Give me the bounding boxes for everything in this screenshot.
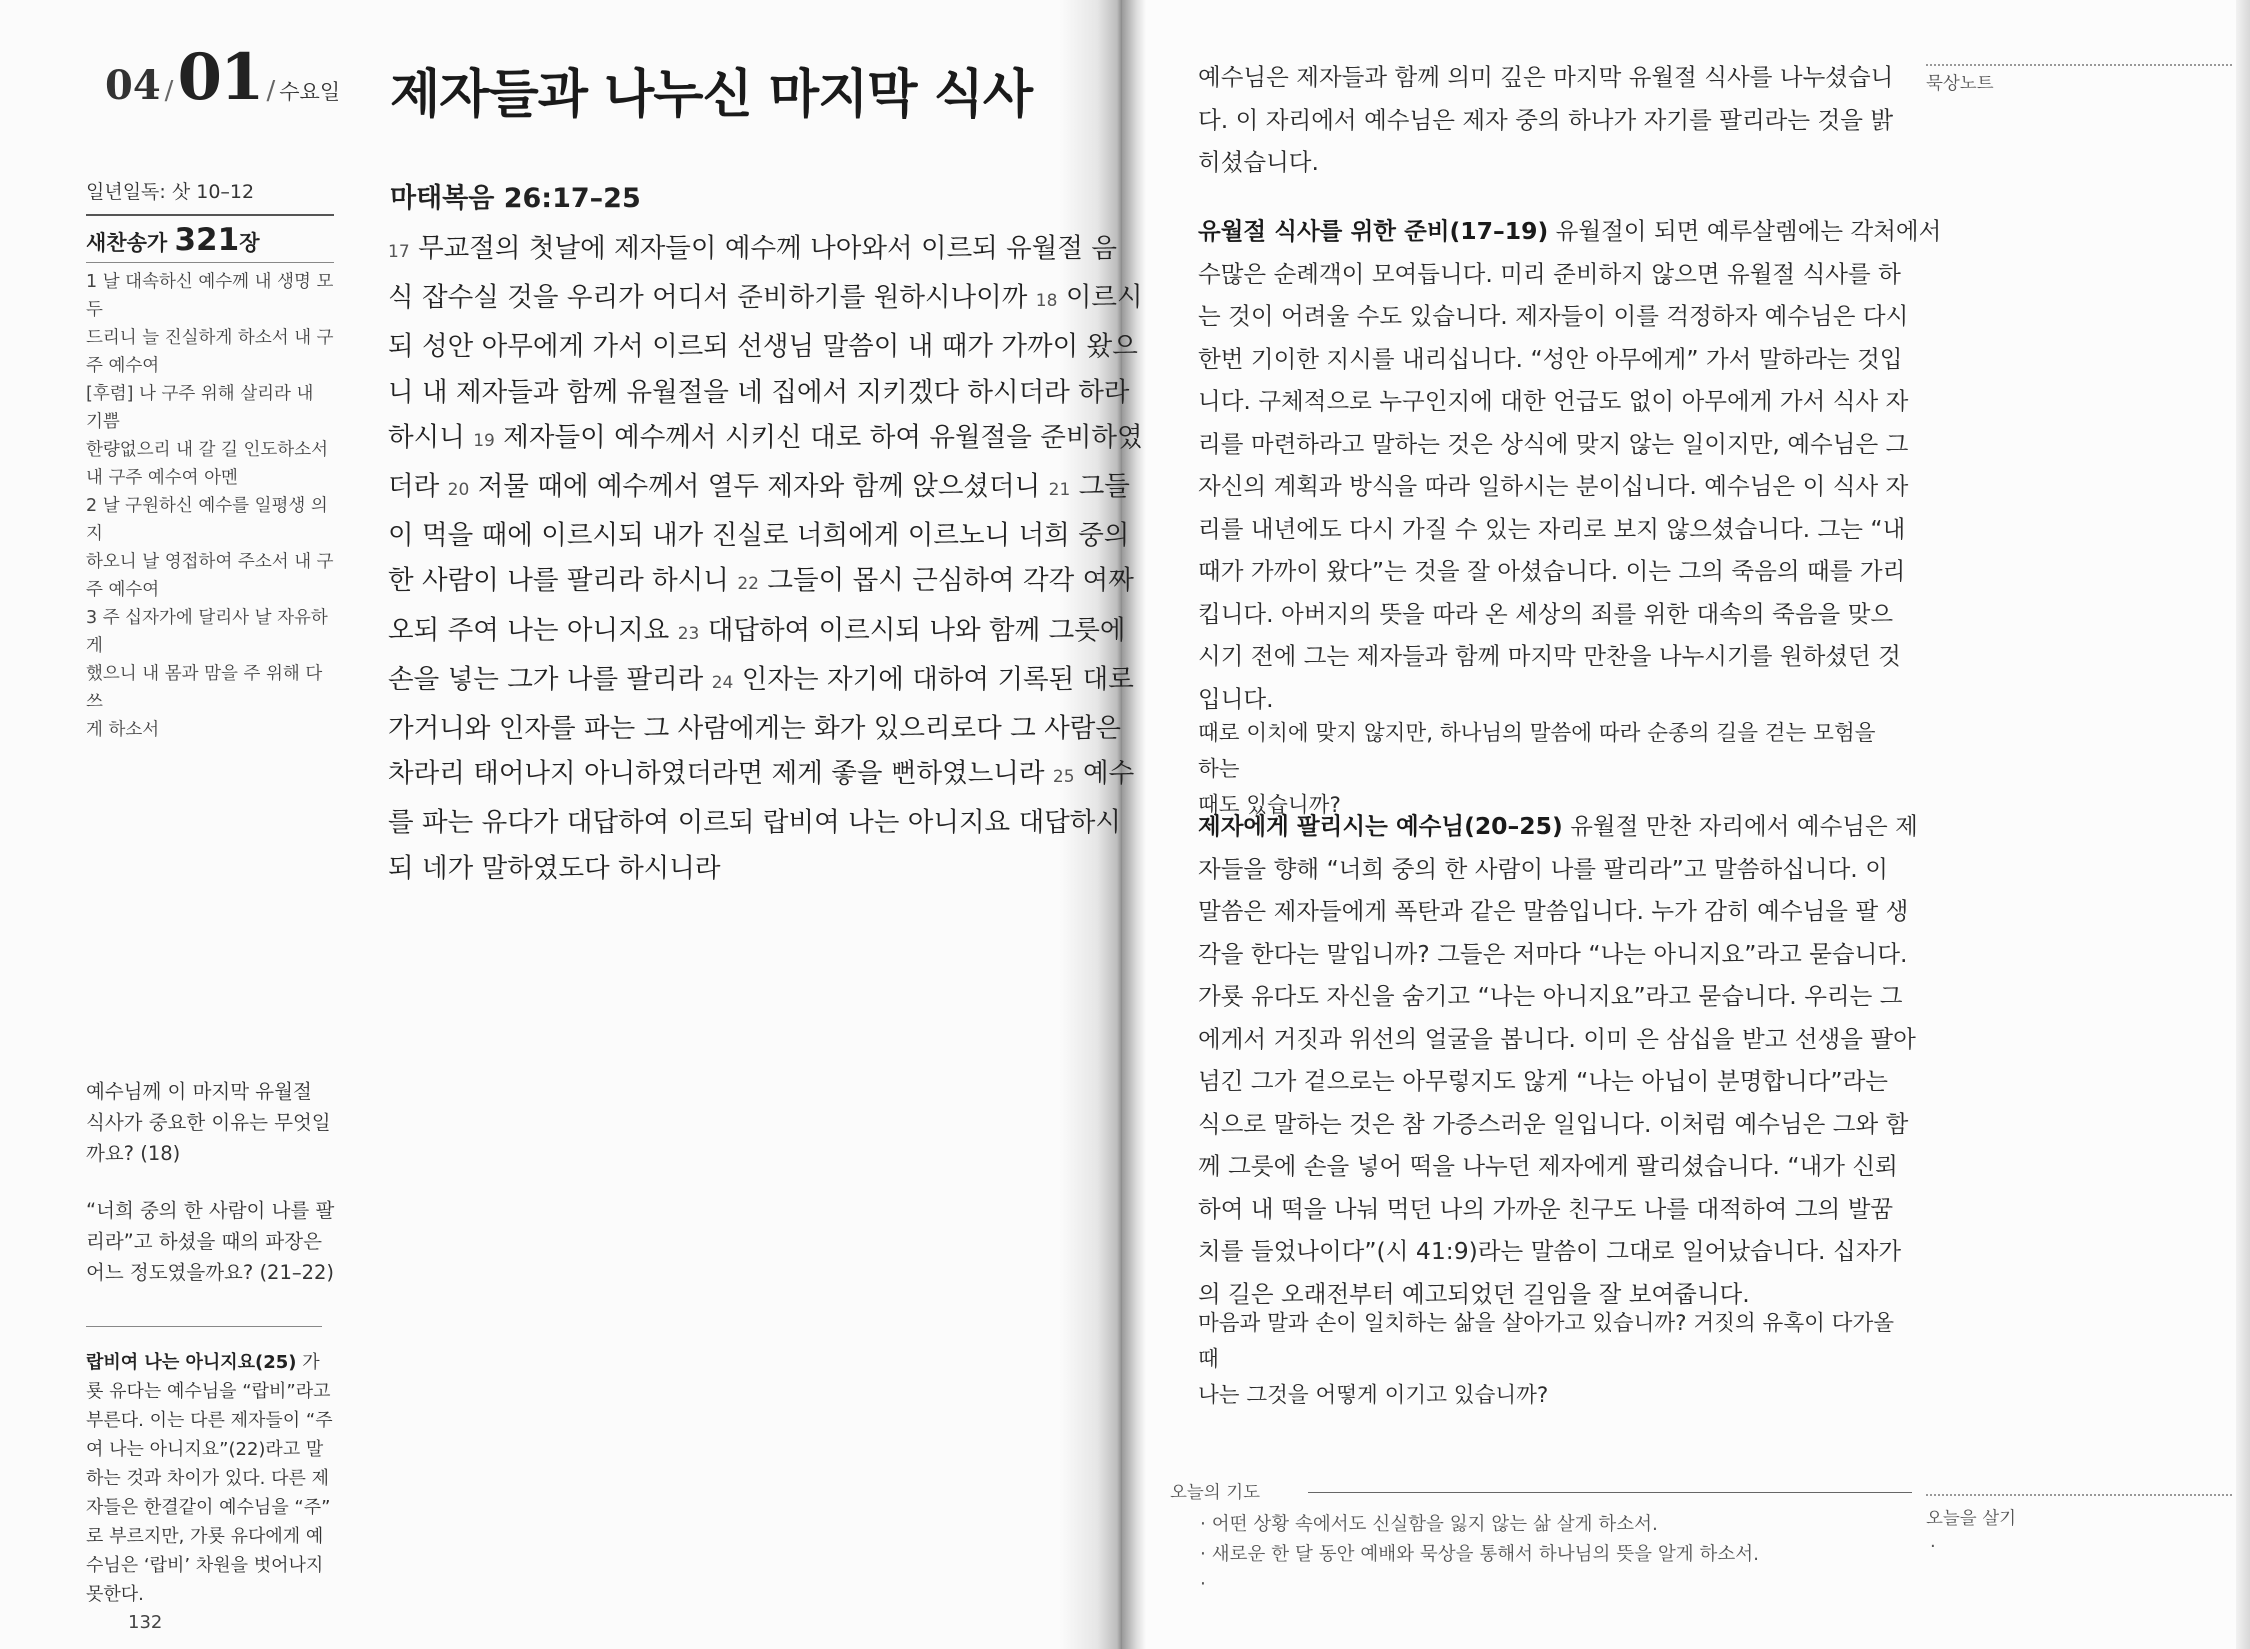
study-note-line: 로 부르지만, 가룟 유다에게 예 bbox=[86, 1526, 324, 1547]
notes-top-rule bbox=[1926, 64, 2232, 66]
text-line: 수많은 순례객이 모여듭니다. 미리 준비하지 않으면 유월절 식사를 하 bbox=[1198, 259, 1901, 288]
text-fragment: 유월절 만찬 자리에서 예수님은 제 bbox=[1562, 812, 1918, 840]
prayer-label: 오늘의 기도 bbox=[1170, 1483, 1261, 1503]
verse-number: 17 bbox=[388, 242, 410, 262]
text-line: 리를 마련하라고 말하는 것은 상식에 맞지 않는 일이지만, 예수님은 그 bbox=[1198, 429, 1909, 458]
divider bbox=[86, 262, 334, 263]
study-note-line: 가 bbox=[302, 1352, 320, 1373]
text-line: 는 것이 어려울 수도 있습니다. 제자들이 이를 걱정하자 예수님은 다시 bbox=[1198, 302, 1909, 330]
verse-text: 식 잡수실 것을 우리가 어디서 준비하기를 원하시나이까 bbox=[388, 282, 1036, 314]
meditation-notes-label: 묵상노트 bbox=[1926, 74, 1994, 94]
hymn-line: 내 구주 예수여 아멘 bbox=[86, 468, 238, 488]
verse-number: 18 bbox=[1035, 291, 1058, 312]
hymn-line: 드리니 늘 진실하게 하소서 내 구 bbox=[86, 328, 334, 348]
verse-text: 제자들이 예수께서 시키신 대로 하여 유월절을 준비하였 bbox=[494, 421, 1143, 453]
date-slash: / bbox=[266, 76, 276, 106]
reflection-question: “너희 중의 한 사람이 나를 팔리라”고 하셨을 때의 파장은 어느 정도였을까요? (21–22) bbox=[86, 1199, 335, 1284]
hymn-label bbox=[86, 222, 334, 258]
hymn-line: [후렴] 나 구주 위해 살리라 내 기쁨 bbox=[86, 384, 314, 432]
verse-text: 예수 bbox=[1074, 758, 1135, 790]
verse-number: 23 bbox=[677, 623, 700, 644]
section-heading: 제자에게 팔리시는 예수님(20–25) bbox=[1198, 812, 1563, 840]
prayer-item: · bbox=[1200, 1574, 1206, 1595]
date-month: 04 bbox=[105, 62, 161, 109]
section-heading: 유월절 식사를 위한 준비(17–19) bbox=[1198, 217, 1549, 245]
study-note-line: 하는 것과 차이가 있다. 다른 제 bbox=[86, 1468, 329, 1489]
text-line: 자들을 향해 “너희 중의 한 사람이 나를 팔리라”고 말씀하십니다. 이 bbox=[1198, 854, 1888, 883]
book-gutter-shadow-right bbox=[1122, 0, 1146, 1649]
scripture-line bbox=[388, 751, 1135, 800]
scripture-line bbox=[388, 846, 1078, 891]
text-line: 한번 기이한 지시를 내리십니다. “성안 아무에게” 가서 말하라는 것입 bbox=[1198, 344, 1903, 373]
hymn-lyrics bbox=[86, 268, 334, 744]
verse-number: 22 bbox=[737, 574, 759, 595]
question-line: 마음과 말과 손이 일치하는 삶을 살아가고 있습니까? 거짓의 유혹이 다가올 때 bbox=[1198, 1311, 1894, 1372]
text-line: 시기 전에 그는 제자들과 함께 마지막 만찬을 나누시기를 원하셨던 것 bbox=[1198, 642, 1901, 670]
verse-text: 하시니 bbox=[388, 421, 474, 453]
section-first-line bbox=[1198, 210, 1942, 253]
text-line: 치를 들었나이다”(시 41:9)라는 말씀이 그대로 일어났습니다. 십자가 bbox=[1198, 1237, 1902, 1265]
scripture-line bbox=[388, 464, 1130, 513]
hymn-line: 한량없으리 내 갈 길 인도하소서 bbox=[86, 440, 329, 460]
text-line: 리를 내년에도 다시 가질 수 있는 자리로 보지 않으셨습니다. 그는 “내 bbox=[1198, 514, 1906, 543]
text-line: 니다. 구체적으로 누구인지에 대한 언급도 없이 아무에게 가서 식사 자 bbox=[1198, 387, 1909, 415]
verse-text: 이 먹을 때에 이르시되 내가 진실로 너희에게 이르노니 너희 중의 bbox=[388, 520, 1130, 552]
question-line: 때로 이치에 맞지 않지만, 하나님의 말씀에 따라 순종의 길을 걷는 모험을 하는 bbox=[1198, 721, 1876, 782]
text-fragment: 유월절이 되면 예루살렘에는 각처에서 bbox=[1548, 217, 1942, 245]
question-line: 나는 그것을 어떻게 이기고 있습니까? bbox=[1198, 1383, 1549, 1408]
study-note-line: 여 나는 아니지요”(22)라고 말 bbox=[86, 1439, 324, 1460]
hymn-line: 2 날 구원하신 예수를 일평생 의지 bbox=[86, 496, 328, 544]
hymn-line: 주 예수여 bbox=[86, 356, 160, 376]
hymn-prefix: 새찬송가 bbox=[86, 231, 168, 255]
scripture-line bbox=[388, 226, 1118, 275]
verse-text: 인자는 자기에 대하여 기록된 대로 bbox=[733, 663, 1134, 695]
study-note-line: 부른다. 이는 다른 제자들이 “주 bbox=[86, 1410, 333, 1431]
hymn-number: 321 bbox=[174, 222, 240, 258]
text-line: 하여 내 떡을 나눠 먹던 나의 가까운 친구도 나를 대적하여 그의 발꿈 bbox=[1198, 1194, 1894, 1223]
verse-number: 24 bbox=[711, 672, 734, 693]
section-first-line bbox=[1198, 805, 1918, 848]
hymn-line: 했으니 내 몸과 맘을 주 위해 다 쓰 bbox=[86, 664, 323, 712]
scripture-line bbox=[388, 558, 1134, 607]
verse-text: 오되 주여 나는 아니지요 bbox=[388, 614, 678, 646]
yearly-reading: 일년일독: 삿 10–12 bbox=[86, 181, 255, 203]
text-line: 킵니다. 아버지의 뜻을 따라 온 세상의 죄를 위한 대속의 죽음을 맞으 bbox=[1198, 599, 1894, 628]
prayer-list bbox=[1200, 1510, 1840, 1600]
verse-text: 니 내 제자들과 함께 유월절을 네 집에서 지키겠다 하시더라 하라 bbox=[388, 376, 1130, 408]
text-line: 각을 한다는 말입니까? 그들은 저마다 “나는 아니지요”라고 묻습니다. bbox=[1198, 939, 1908, 968]
verse-number: 19 bbox=[473, 430, 495, 451]
date-weekday: 수요일 bbox=[279, 80, 341, 104]
living-rule bbox=[1926, 1494, 2232, 1496]
verse-text: 를 파는 유다가 대답하여 이르되 랍비여 나는 아니지요 대답하시 bbox=[388, 807, 1121, 839]
verse-text: 저물 때에 예수께서 열두 제자와 함께 앉으셨더니 bbox=[469, 471, 1049, 503]
page-title: 제자들과 나누신 마지막 식사 bbox=[390, 65, 1033, 125]
reflection-question: 예수님께 이 마지막 유월절 식사가 중요한 이유는 무엇일까요? (18) bbox=[86, 1080, 331, 1165]
text-line: 께 그릇에 손을 넣어 떡을 나누던 제자에게 팔리셨습니다. “내가 신뢰 bbox=[1198, 1152, 1898, 1180]
scripture-reference: 마태복음 26:17–25 bbox=[390, 183, 641, 214]
text-line: 다. 이 자리에서 예수님은 제자 중의 하나가 자기를 팔리라는 것을 밝 bbox=[1198, 105, 1894, 134]
text-line: 넘긴 그가 겉으로는 아무렇지도 않게 “나는 아닙이 분명합니다”라는 bbox=[1198, 1067, 1888, 1095]
study-note-line: 룟 유다는 예수님을 “랍비”라고 bbox=[86, 1381, 331, 1402]
verse-text: 손을 넣는 그가 나를 팔리라 bbox=[388, 663, 712, 695]
hymn-line: 1 날 대속하신 예수께 내 생명 모두 bbox=[86, 272, 334, 320]
text-line: 식으로 말하는 것은 참 가증스러운 일입니다. 이처럼 예수님은 그와 함 bbox=[1198, 1109, 1909, 1138]
verse-text: 한 사람이 나를 팔리라 하시니 bbox=[388, 565, 738, 597]
prayer-item: · 새로운 한 달 동안 예배와 묵상을 통해서 하나님의 뜻을 알게 하소서. bbox=[1200, 1544, 1759, 1565]
verse-text: 되 성안 아무에게 가서 이르되 선생님 말씀이 내 때가 가까이 왔으 bbox=[388, 331, 1138, 363]
verse-text: 대답하여 이르시되 나와 함께 그릇에 bbox=[699, 614, 1126, 646]
verse-text: 차라리 태어나지 아니하였더라면 제게 좋을 뻔하였느니라 bbox=[388, 758, 1053, 790]
study-note-line: 수님은 ‘랍비’ 차원을 벗어나지 bbox=[86, 1555, 324, 1576]
study-note-line: 못한다. bbox=[86, 1584, 144, 1605]
verse-number: 21 bbox=[1048, 480, 1071, 501]
divider bbox=[86, 1326, 322, 1327]
verse-text: 이르시 bbox=[1057, 282, 1143, 314]
scripture-line bbox=[388, 800, 1121, 845]
section-betrayal bbox=[1198, 805, 1918, 1315]
hymn-line: 하오니 날 영접하여 주소서 내 구 bbox=[86, 552, 334, 572]
hymn-suffix: 장 bbox=[239, 231, 260, 255]
scripture-line bbox=[388, 415, 1143, 464]
scripture-line bbox=[388, 657, 1134, 706]
intro-paragraph bbox=[1198, 56, 1894, 184]
scripture-line bbox=[388, 324, 1138, 369]
study-note-head: 랍비여 나는 아니지요(25) bbox=[86, 1352, 297, 1373]
page-number: 132 bbox=[128, 1612, 163, 1633]
text-line: 말씀은 제자들에게 폭탄과 같은 말씀입니다. 누가 감히 예수님을 팔 생 bbox=[1198, 897, 1909, 925]
section-preparation bbox=[1198, 210, 1942, 720]
living-today-label: 오늘을 살기 bbox=[1926, 1509, 2017, 1529]
verse-text: 그들이 몹시 근심하여 각각 여짜 bbox=[758, 565, 1134, 597]
text-line: 예수님은 제자들과 함께 의미 깊은 마지막 유월절 식사를 나누셨습니 bbox=[1198, 63, 1894, 91]
scripture-line bbox=[388, 706, 1121, 751]
verse-number: 20 bbox=[447, 480, 470, 501]
scripture-passage bbox=[388, 226, 1143, 891]
text-line: 때가 가까이 왔다”는 것을 잘 아셨습니다. 이는 그의 죽음의 때를 가리 bbox=[1198, 557, 1906, 585]
verse-number: 25 bbox=[1052, 767, 1075, 788]
hymn-line: 게 하소서 bbox=[86, 720, 160, 740]
reflection-questions bbox=[86, 1076, 336, 1314]
application-question bbox=[1198, 1306, 1898, 1414]
scripture-line bbox=[388, 513, 1130, 558]
text-line: 입니다. bbox=[1198, 684, 1274, 713]
date-slash: / bbox=[164, 76, 174, 106]
divider bbox=[86, 214, 334, 216]
text-line: 의 길은 오래전부터 예고되었던 길임을 잘 보여줍니다. bbox=[1198, 1279, 1750, 1308]
hymn-line: 주 예수여 bbox=[86, 580, 160, 600]
prayer-item: · 어떤 상황 속에서도 신실함을 잃지 않는 삶 살게 하소서. bbox=[1200, 1514, 1658, 1535]
scripture-line bbox=[388, 370, 1130, 415]
text-line: 히셨습니다. bbox=[1198, 148, 1319, 176]
verse-text: 그들 bbox=[1070, 471, 1130, 503]
verse-text: 무교절의 첫날에 제자들이 예수께 나아와서 이르되 유월절 음 bbox=[409, 233, 1118, 264]
text-line: 가룟 유다도 자신을 숨기고 “나는 아니지요”라고 묻습니다. 우리는 그 bbox=[1198, 982, 1903, 1010]
text-line: 자신의 계획과 방식을 따라 일하시는 분이십니다. 예수님은 이 식사 자 bbox=[1198, 472, 1909, 500]
date-header bbox=[105, 40, 340, 115]
scripture-line bbox=[388, 608, 1126, 657]
verse-text: 되 네가 말하였도다 하시니라 bbox=[388, 852, 721, 884]
living-item: · bbox=[1930, 1536, 1936, 1557]
verse-text: 가거니와 인자를 파는 그 사람에게는 화가 있으리로다 그 사람은 bbox=[388, 713, 1121, 745]
hymn-line: 3 주 십자가에 달리사 날 자유하게 bbox=[86, 608, 328, 656]
prayer-rule bbox=[1308, 1492, 1912, 1493]
text-line: 에게서 거짓과 위선의 얼굴을 봅니다. 이미 은 삼십을 받고 선생을 팔아 bbox=[1198, 1024, 1916, 1053]
page-edge bbox=[2236, 0, 2250, 1649]
scripture-line bbox=[388, 275, 1143, 324]
study-note bbox=[86, 1348, 336, 1609]
question-line: 때도 있습니까? bbox=[1198, 793, 1341, 818]
study-note-line: 자들은 한결같이 예수님을 “주” bbox=[86, 1497, 331, 1518]
verse-text: 더라 bbox=[388, 471, 448, 503]
date-day: 01 bbox=[177, 40, 263, 115]
